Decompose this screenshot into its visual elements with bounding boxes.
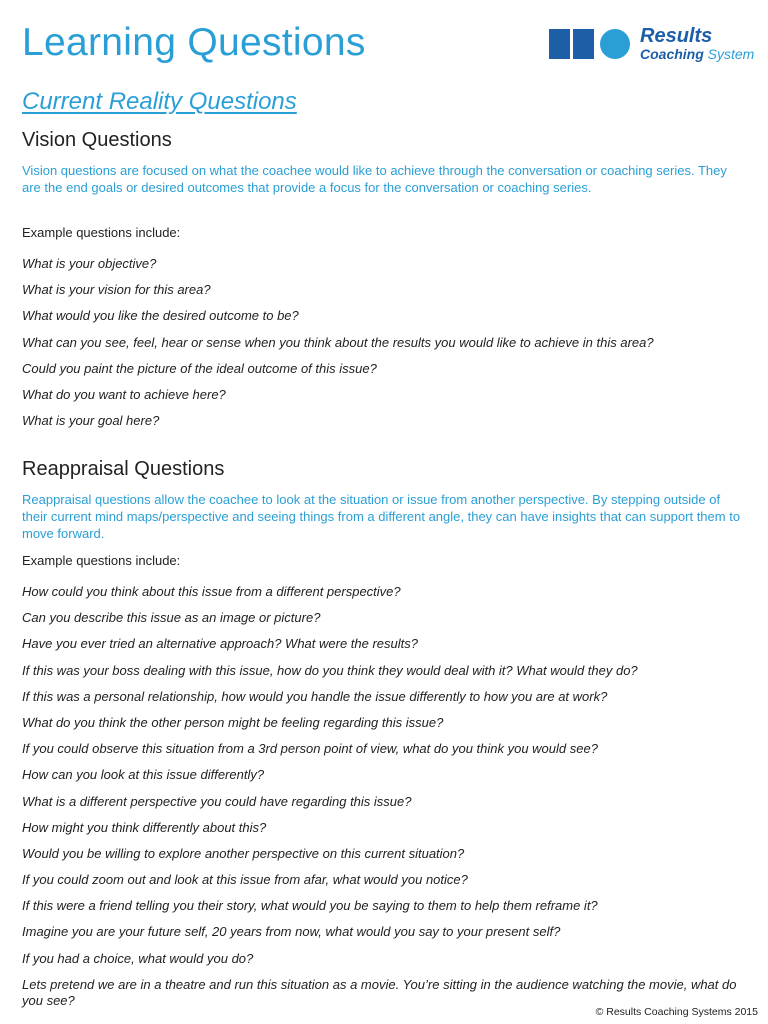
question-item: What is your vision for this area? — [22, 282, 211, 298]
question-item: If this were a friend telling you their story, what would you be saying to them to help them reframe it? — [22, 898, 598, 914]
copyright-footer: © Results Coaching Systems 2015 — [595, 1006, 758, 1018]
question-item: If this was a personal relationship, how would you handle the issue differently to how you are at work? — [22, 688, 608, 704]
question-item: Would you be willing to explore another perspective on this current situation? — [22, 845, 465, 861]
question-item: Imagine you are your future self, 20 years from now, what would you say to your present self? — [22, 924, 561, 940]
question-item: How might you think differently about this? — [22, 819, 267, 835]
vision-heading: Vision Questions — [22, 129, 172, 151]
logo-line-coaching-system — [640, 47, 754, 61]
vision-question-list — [22, 256, 747, 439]
question-item: Can you describe this issue as an image or picture? — [22, 610, 321, 626]
reappraisal-question-list — [22, 584, 747, 1011]
question-item: What can you see, feel, hear or sense when you think about the results you would like to achieve in this area? — [22, 334, 654, 350]
question-item: What is a different perspective you could have regarding this issue? — [22, 793, 412, 809]
question-item: Lets pretend we are in a theatre and run this situation as a movie. You’re sitting in the audience watching the movie, what do you see? — [22, 976, 737, 1008]
logo-wordmark — [640, 26, 754, 61]
question-item: How could you think about this issue from a different perspective? — [22, 584, 401, 599]
question-item: How can you look at this issue differently? — [22, 767, 265, 783]
reappraisal-heading: Reappraisal Questions — [22, 458, 225, 480]
page-title: Learning Questions — [22, 21, 366, 64]
logo-word-system: System — [707, 46, 755, 62]
question-item: What is your goal here? — [22, 413, 160, 429]
question-item: Could you paint the picture of the ideal outcome of this issue? — [22, 360, 377, 376]
question-item: What do you want to achieve here? — [22, 386, 226, 402]
question-item: What do you think the other person might be feeling regarding this issue? — [22, 714, 444, 730]
logo-word-coaching: Coaching — [640, 46, 704, 62]
question-item: If you could observe this situation from a 3rd person point of view, what do you think you would see? — [22, 741, 598, 757]
reappraisal-example-label: Example questions include: — [22, 553, 181, 568]
results-coaching-logo — [549, 26, 759, 66]
question-item: If this was your boss dealing with this issue, how do you think they would deal with it? What would they do? — [22, 662, 638, 678]
section-heading: Current Reality Questions — [22, 88, 297, 115]
question-item: Have you ever tried an alternative approach? What were the results? — [22, 636, 418, 652]
vision-intro: Vision questions are focused on what the coachee would like to achieve through the conversation or coaching series. They are the end goals or desired outcomes that provide a focus for the conversation or coaching series. — [22, 163, 727, 195]
logo-line-results: Results — [640, 25, 713, 47]
vision-example-label: Example questions include: — [22, 225, 181, 240]
reappraisal-intro: Reappraisal questions allow the coachee to look at the situation or issue from another perspective. By stepping outside of their current mind maps/perspective and seeing things from a different angle, they can have insights that can support them to move forward. — [22, 492, 741, 541]
question-item: If you could zoom out and look at this issue from afar, what would you notice? — [22, 872, 468, 888]
question-item: What is your objective? — [22, 256, 157, 271]
logo-mark-icon — [549, 29, 631, 59]
question-item: What would you like the desired outcome to be? — [22, 308, 299, 324]
question-item: If you had a choice, what would you do? — [22, 950, 254, 966]
